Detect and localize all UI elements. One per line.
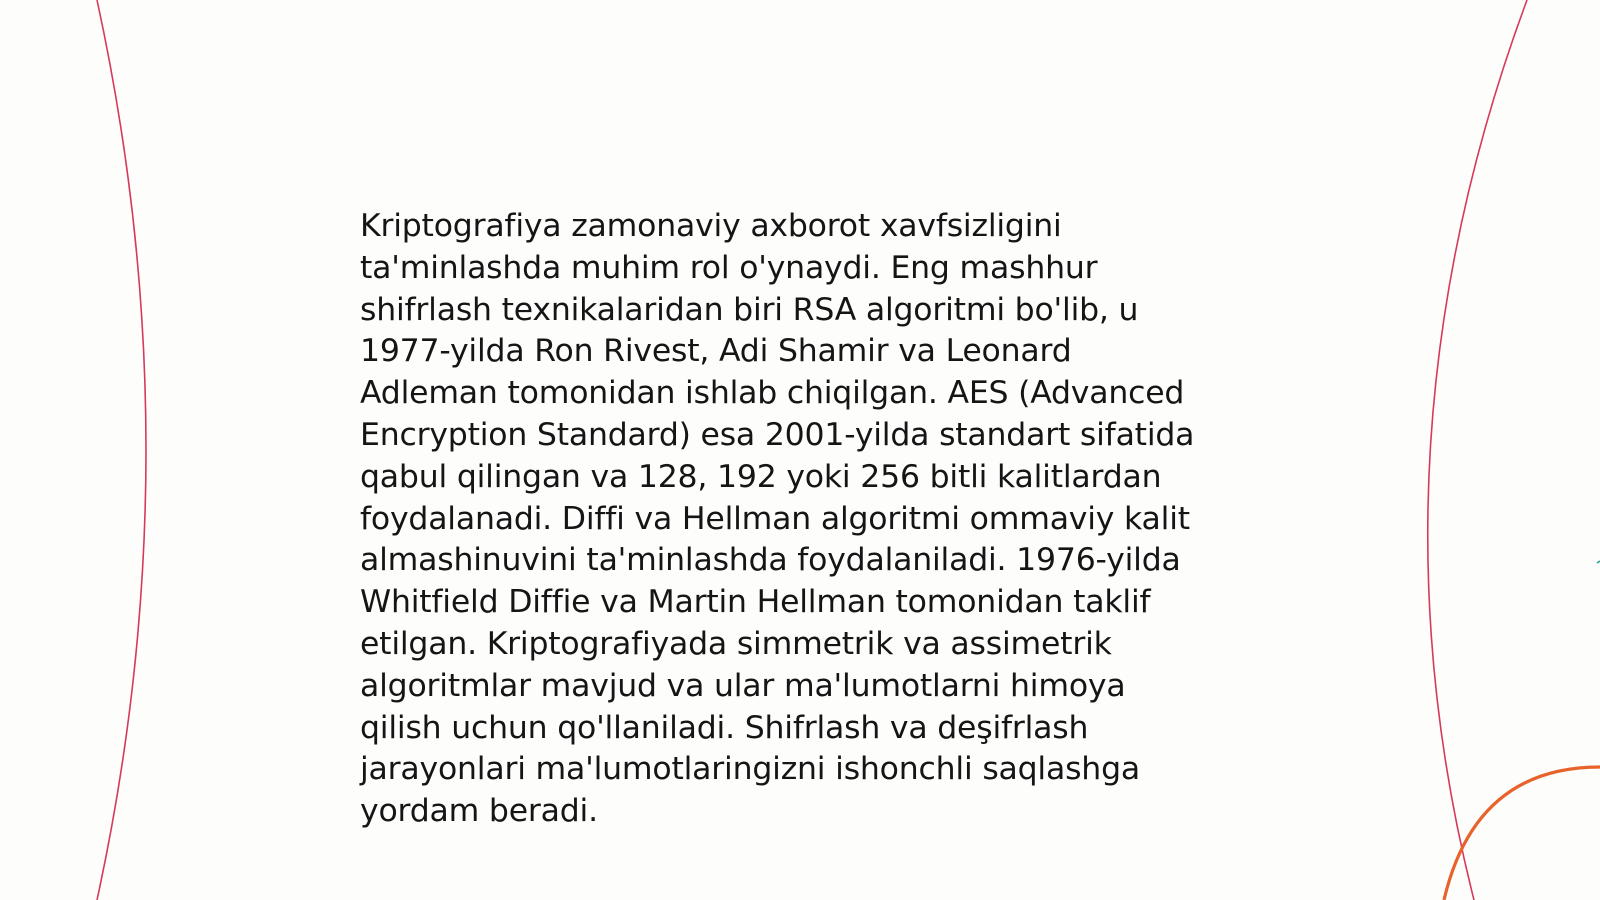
paragraph-line: qilish uchun qo'llaniladi. Shifrlash va deşifrlash <box>360 709 1089 746</box>
paragraph-line: jarayonlari ma'lumotlaringizni ishonchli saqlashga <box>360 751 1140 788</box>
paragraph-line: shifrlash texnikalaridan biri RSA algoritmi bo'lib, u <box>360 291 1139 328</box>
paragraph-line: yordam beradi. <box>360 793 598 830</box>
paragraph-line: Adleman tomonidan ishlab chiqilgan. AES (Advanced <box>360 375 1185 412</box>
paragraph-line: algoritmlar mavjud va ular ma'lumotlarni himoya <box>360 667 1126 704</box>
paragraph-line: Encryption Standard) esa 2001-yilda standart sifatida <box>360 416 1195 453</box>
paragraph-line: almashinuvini ta'minlashda foydalaniladi. 1976-yilda <box>360 542 1181 579</box>
left-curve-line <box>97 0 146 900</box>
paragraph-line: etilgan. Kriptografiyada simmetrik va assimetrik <box>360 625 1112 662</box>
slide-body-paragraph <box>360 206 1240 833</box>
right-curve-line <box>1428 0 1527 900</box>
orange-corner-arc <box>1444 767 1600 900</box>
paragraph-line: foydalanadi. Diffi va Hellman algoritmi ommaviy kalit <box>360 500 1190 537</box>
paragraph-line: Whitfield Diffie va Martin Hellman tomonidan taklif <box>360 584 1151 621</box>
paragraph-line: qabul qilingan va 128, 192 yoki 256 bitli kalitlardan <box>360 458 1162 495</box>
paragraph-line: ta'minlashda muhim rol o'ynaydi. Eng mashhur <box>360 249 1098 286</box>
paragraph-line: 1977-yilda Ron Rivest, Adi Shamir va Leonard <box>360 333 1072 370</box>
paragraph-line: Kriptografiya zamonaviy axborot xavfsizligini <box>360 208 1062 244</box>
